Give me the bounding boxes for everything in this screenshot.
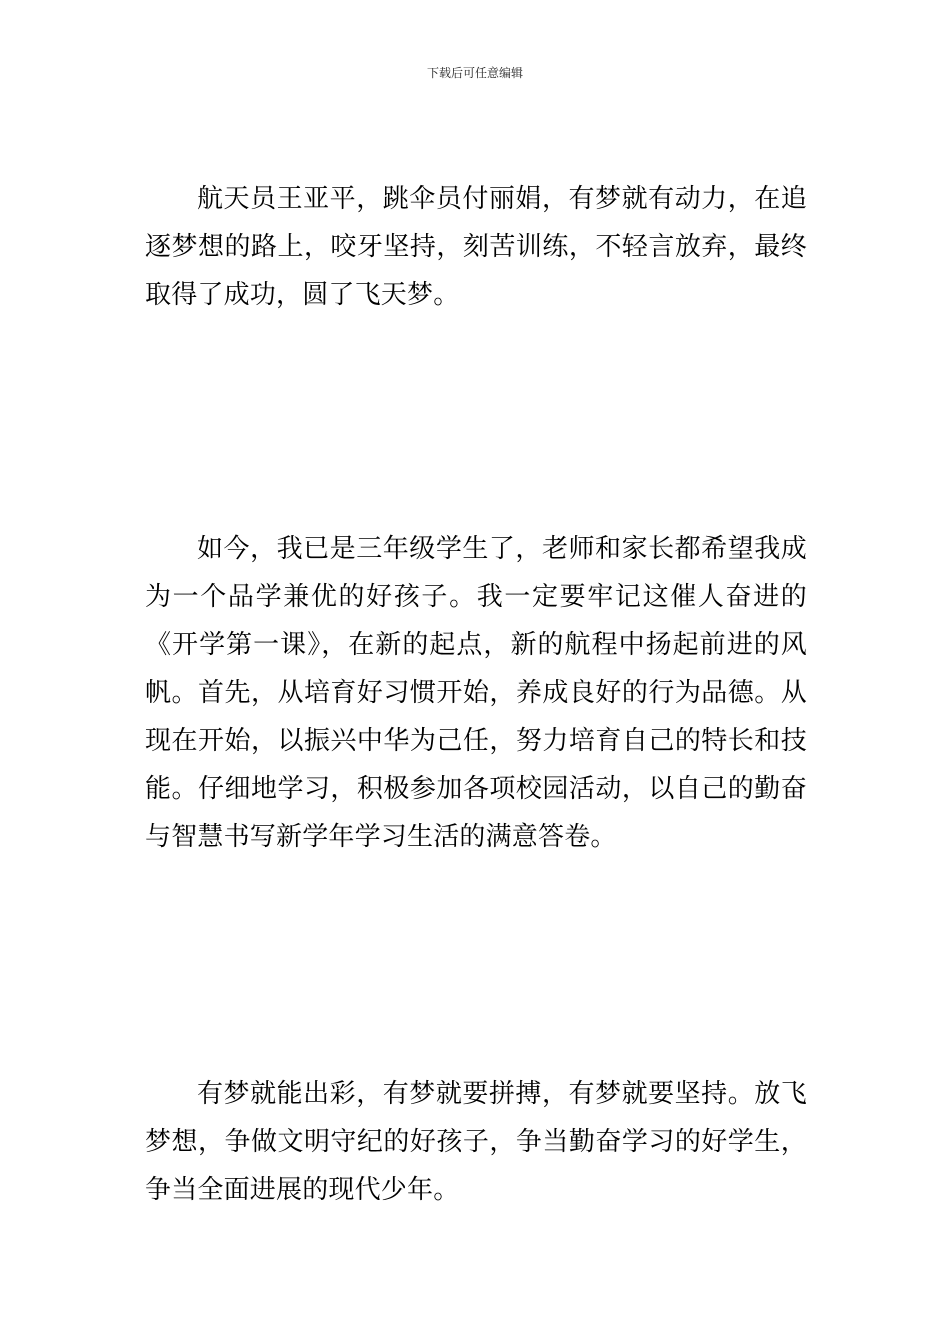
page-header: 下载后可任意编辑 — [426, 66, 523, 80]
paragraph-3: 有梦就能出彩，有梦就要拼搏，有梦就要坚持。放飞梦想，争做文明守纪的好孩子，争当勤奋学习的好学生，争当全面进展的现代少年。 — [145, 1079, 807, 1205]
paragraph-2: 如今，我已是三年级学生了，老师和家长都希望我成为一个品学兼优的好孩子。我一定要牢记这催人奋进的《开学第一课》，在新的起点，新的航程中扬起前进的风帆。首先，从培育好习惯开始，养成良好的行为品德。从现在开始，以振兴中华为己任，努力培育自己的特长和技能。仔细地学习，积极参加各项校园活动，以自己的勤奋与智慧书写新学年学习生活的满意答卷。 — [145, 534, 807, 852]
paragraph-1: 航天员王亚平，跳伞员付丽娟，有梦就有动力，在追逐梦想的路上，咬牙坚持，刻苦训练，不轻言放弃，最终取得了成功，圆了飞天梦。 — [145, 184, 807, 310]
